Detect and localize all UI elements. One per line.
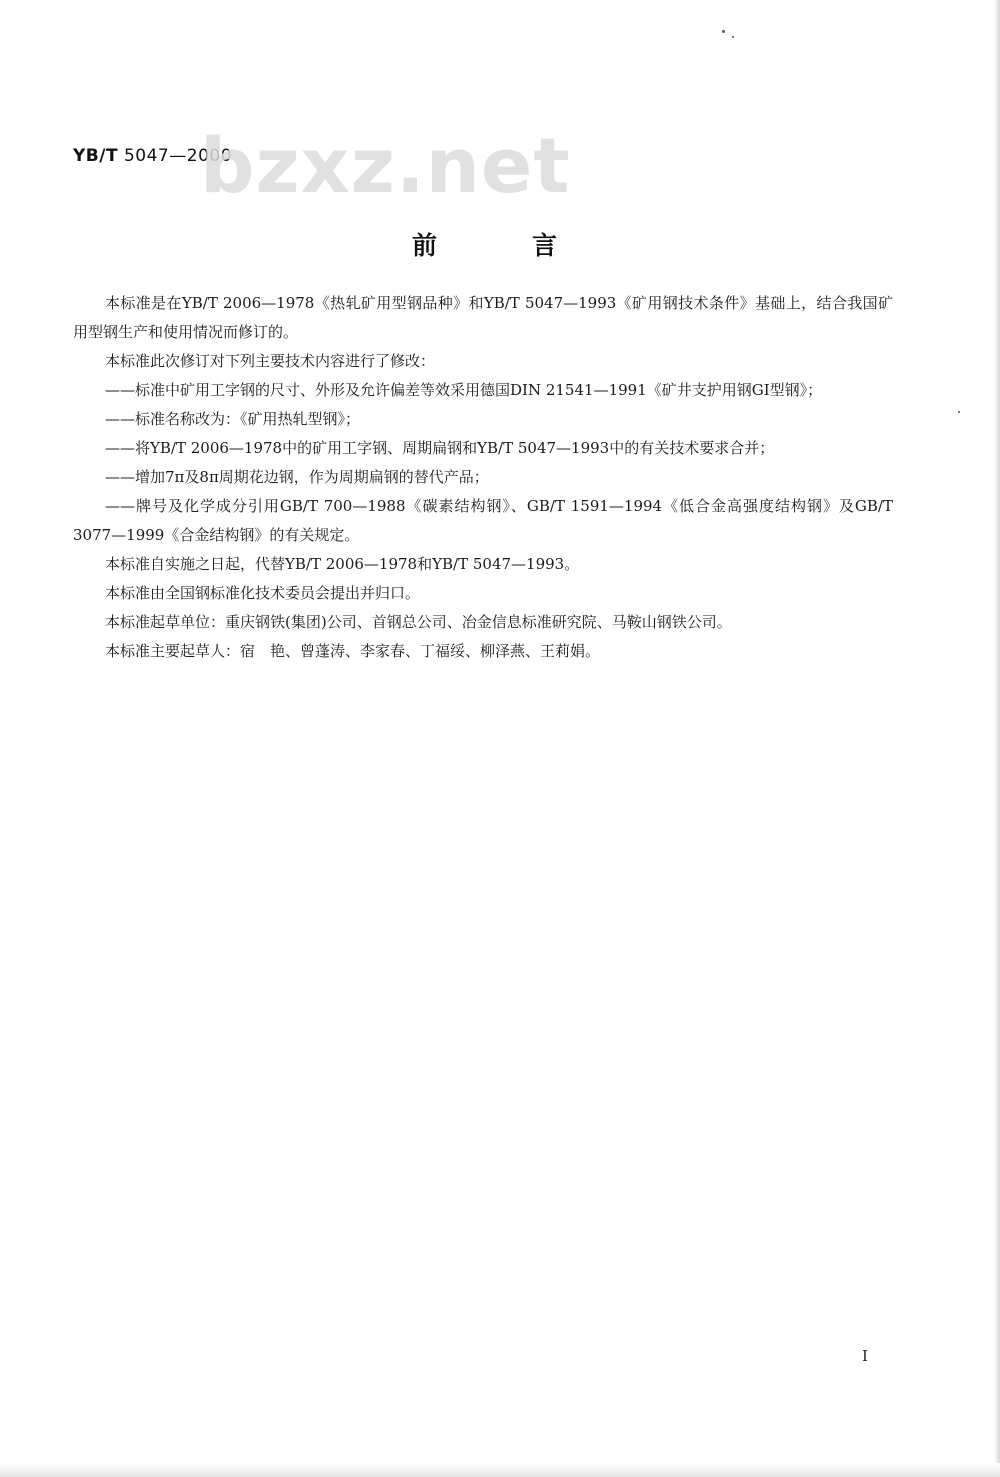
paragraph-drafting-units: 本标准起草单位：重庆钢铁(集团)公司、首钢总公司、冶金信息标准研究院、马鞍山钢铁公司。 bbox=[105, 613, 732, 631]
paragraph-basis: 本标准是在YB/T 2006—1978《热轧矿用型钢品种》和YB/T 5047—1993《矿用钢技术条件》基础上，结合我国矿用型钢生产和使用情况而修订的。 bbox=[73, 294, 893, 341]
scan-speck bbox=[732, 36, 734, 38]
watermark: bzxz.net bbox=[200, 121, 571, 210]
paragraph-item-dimensions: ——标准中矿用工字钢的尺寸、外形及允许偏差等效采用德国DIN 21541—1991《矿井支护用钢GI型钢》； bbox=[105, 381, 823, 399]
foreword-body bbox=[73, 289, 893, 666]
paragraph-item-addition: ——增加7π及8π周期花边钢，作为周期扁钢的替代产品； bbox=[105, 468, 489, 486]
paragraph-replaces: 本标准自实施之日起，代替YB/T 2006—1978和YB/T 5047—1993。 bbox=[105, 555, 580, 573]
paragraph-item-merge: ——将YB/T 2006—1978中的矿用工字钢、周期扁钢和YB/T 5047—1993中的有关技术要求合并； bbox=[105, 439, 775, 457]
paragraph-drafters: 本标准主要起草人：宿 艳、曾蓬涛、李家春、丁福绥、柳泽燕、王莉娟。 bbox=[105, 642, 601, 660]
document-code-prefix: YB/T bbox=[73, 146, 119, 166]
document-code-number: 5047—2000 bbox=[123, 146, 233, 166]
page-bottom-shadow bbox=[0, 1463, 1000, 1477]
scan-speck bbox=[958, 411, 960, 413]
page-title: 前言 bbox=[412, 231, 653, 260]
paragraph-proposer: 本标准由全国钢标准化技术委员会提出并归口。 bbox=[105, 584, 421, 602]
paragraph-item-name: ——标准名称改为：《矿用热轧型钢》； bbox=[105, 410, 361, 428]
paragraph-revision-intro: 本标准此次修订对下列主要技术内容进行了修改： bbox=[105, 352, 436, 370]
page-number: I bbox=[862, 1347, 868, 1365]
scan-speck bbox=[722, 30, 725, 33]
page-edge-shadow bbox=[994, 0, 1000, 1477]
paragraph-item-grades: ——牌号及化学成分引用GB/T 700—1988《碳素结构钢》、GB/T 1591—1994《低合金高强度结构钢》及GB/T 3077—1999《合金结构钢》的有关规定。 bbox=[73, 497, 893, 544]
